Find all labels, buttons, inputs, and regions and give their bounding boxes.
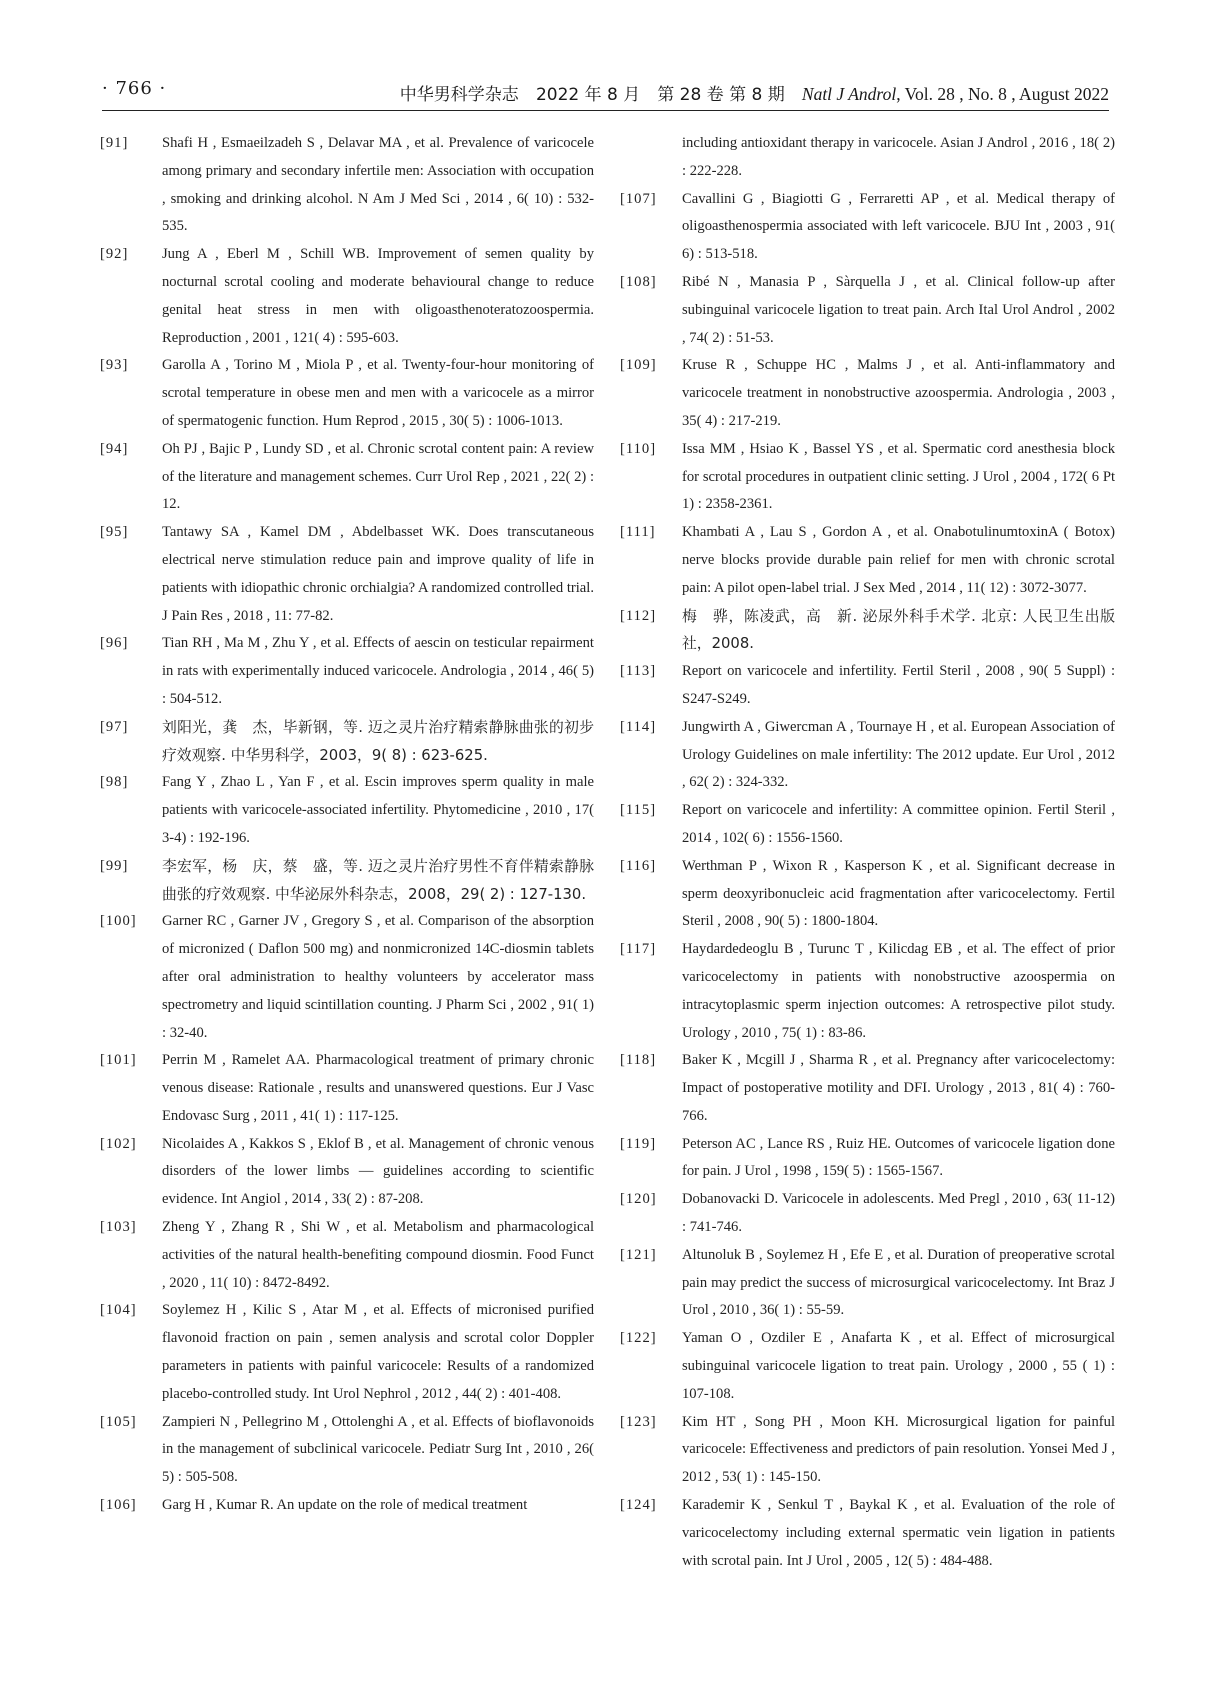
reference-text: Issa MM , Hsiao K , Bassel YS , et al. Spermatic cord anesthesia block for scrotal procedures in outpatient clinic setting. J Urol , 2004 , 172( 6 Pt 1) : 2358-2361. (682, 440, 1115, 513)
reference-text: Garner RC , Garner JV , Gregory S , et al. Comparison of the absorption of micronized ( Daflon 500 mg) and nonmicronized 14C-diosmin tablets after oral administration to healthy volunteers by accelerator mass spectrometry and liquid scintillation counting. J Pharm Sci , 2002 , 91( 1) : 32-40. (162, 913, 594, 1041)
reference-number: [95] (100, 524, 129, 541)
reference-text: Kim HT , Song PH , Moon KH. Microsurgical ligation for painful varicocele: Effectiveness and predictors of pain resolution. Yonsei Med J , 2012 , 53( 1) : 145-150. (682, 1413, 1115, 1486)
reference-number: [106] (100, 1497, 137, 1514)
reference-entry (620, 1325, 1115, 1408)
running-header (102, 74, 1109, 111)
reference-entry (100, 853, 594, 909)
reference-entry (620, 352, 1115, 435)
reference-number: [99] (100, 857, 129, 874)
references-right-column (620, 130, 1115, 1575)
reference-entry (620, 1492, 1115, 1575)
reference-entry (100, 1131, 594, 1214)
reference-number: [119] (620, 1135, 657, 1152)
reference-number: [112] (620, 607, 657, 624)
reference-entry (620, 1242, 1115, 1325)
reference-number: [103] (100, 1219, 137, 1236)
reference-entry (620, 797, 1115, 853)
reference-text: Kruse R , Schuppe HC , Malms J , et al. Anti-inflammatory and varicocele treatment in nonobstructive azoospermia. Andrologia , 2003 , 35( 4) : 217-219. (682, 357, 1115, 429)
reference-entry (100, 1047, 594, 1130)
journal-title-cn: 中华男科学杂志 (399, 85, 519, 105)
reference-number: [108] (620, 273, 657, 290)
reference-entry (100, 714, 594, 770)
reference-entry (620, 1186, 1115, 1242)
reference-text: Haydardedeoglu B , Turunc T , Kilicdag EB , et al. The effect of prior varicocelectomy in patients with nonobstructive azoospermia on intracytoplasmic sperm injection outcomes: A retrospective pilot study. Urology , 2010 , 75( 1) : 83-86. (682, 941, 1115, 1041)
reference-entry (100, 1492, 594, 1520)
reference-text: Karademir K , Senkul T , Baykal K , et al. Evaluation of the role of varicocelectomy including external spermatic vein ligation in patients with scrotal pain. Int J Urol , 2005 , 12( 5) : 484-488. (682, 1497, 1115, 1569)
reference-text: Nicolaides A , Kakkos S , Eklof B , et al. Management of chronic venous disorders of the lower limbs — guidelines according to scientific evidence. Int Angiol , 2014 , 33( 2) : 87-208. (162, 1135, 594, 1208)
reference-number: [97] (100, 718, 129, 735)
reference-text: Zampieri N , Pellegrino M , Ottolenghi A , et al. Effects of bioflavonoids in the management of subclinical varicocele. Pediatr Surg Int , 2010 , 26( 5) : 505-508. (162, 1413, 594, 1486)
reference-entry (620, 436, 1115, 519)
reference-entry (620, 1047, 1115, 1130)
reference-entry (620, 603, 1115, 659)
reference-text: Zheng Y , Zhang R , Shi W , et al. Metabolism and pharmacological activities of the natural health-benefiting compound diosmin. Food Funct , 2020 , 11( 10) : 8472-8492. (162, 1219, 594, 1291)
reference-number: [114] (620, 718, 657, 735)
reference-entry (100, 519, 594, 630)
reference-text: Ribé N , Manasia P , Sàrquella J , et al. Clinical follow-up after subinguinal varicocele ligation to treat pain. Arch Ital Urol Androl , 2002 , 74( 2) : 51-53. (682, 273, 1115, 346)
reference-number: [123] (620, 1413, 657, 1430)
reference-number: [101] (100, 1052, 137, 1069)
reference-entry (100, 908, 594, 1047)
reference-text: Jungwirth A , Giwercman A , Tournaye H , et al. European Association of Urology Guidelines on male infertility: The 2012 update. Eur Urol , 2012 , 62( 2) : 324-332. (682, 718, 1115, 791)
issue-info-cn: 2022 年 8 月 第 28 卷 第 8 期 (535, 85, 785, 105)
reference-number: [115] (620, 802, 657, 819)
reference-entry (620, 658, 1115, 714)
reference-entry (100, 130, 594, 241)
reference-entry (620, 269, 1115, 352)
reference-number: [111] (620, 524, 656, 541)
reference-entry (620, 1131, 1115, 1187)
reference-entry (100, 1297, 594, 1408)
reference-text: Dobanovacki D. Varicocele in adolescents. Med Pregl , 2010 , 63( 11-12) : 741-746. (682, 1191, 1115, 1236)
reference-number: [104] (100, 1302, 137, 1319)
reference-text: Tantawy SA , Kamel DM , Abdelbasset WK. Does transcutaneous electrical nerve stimulation reduce pain and improve quality of life in patients with idiopathic chronic orchialgia? A randomized controlled trial. J Pain Res , 2018 , 11: 77-82. (162, 524, 594, 624)
reference-text: Altunoluk B , Soylemez H , Efe E , et al. Duration of preoperative scrotal pain may predict the success of microsurgical varicocelectomy. Int Braz J Urol , 2010 , 36( 1) : 55-59. (682, 1246, 1115, 1319)
reference-text: Fang Y , Zhao L , Yan F , et al. Escin improves sperm quality in male patients with varicocele-associated infertility. Phytomedicine , 2010 , 17( 3-4) : 192-196. (162, 774, 594, 846)
reference-number: [105] (100, 1413, 137, 1430)
reference-entry (620, 186, 1115, 269)
reference-text: Soylemez H , Kilic S , Atar M , et al. Effects of micronised purified flavonoid fraction on pain , semen analysis and scrotal color Doppler parameters in patients with painful varicocele: Results of a randomized placebo-controlled study. Int Urol Nephrol , 2012 , 44( 2) : 401-408. (162, 1302, 594, 1402)
reference-entry (100, 1409, 594, 1492)
page-number: · 766 · (102, 78, 167, 99)
reference-number: [93] (100, 357, 129, 374)
reference-continuation: including antioxidant therapy in varicocele. Asian J Androl , 2016 , 18( 2) : 222-228. (682, 135, 1115, 179)
reference-entry (100, 630, 594, 713)
reference-text: 李宏军，杨 庆，蔡 盛，等. 迈之灵片治疗男性不育伴精索静脉曲张的疗效观察. 中华泌尿外科杂志，2008，29( 2) : 127-130. (162, 857, 594, 903)
reference-text: Report on varicocele and infertility. Fertil Steril , 2008 , 90( 5 Suppl) : S247-S249. (682, 663, 1115, 707)
reference-number: [96] (100, 635, 129, 652)
reference-entry (100, 352, 594, 435)
reference-number: [100] (100, 913, 137, 930)
reference-text: Perrin M , Ramelet AA. Pharmacological treatment of primary chronic venous disease: Rationale , results and unanswered questions. Eur J Vasc Endovasc Surg , 2011 , 41( 1) : 117-125. (162, 1052, 594, 1124)
reference-number: [102] (100, 1135, 137, 1152)
reference-number: [91] (100, 135, 129, 151)
issue-info-en: , Vol. 28 , No. 8 , August 2022 (896, 84, 1109, 104)
reference-entry (620, 1409, 1115, 1492)
reference-entry (620, 519, 1115, 602)
reference-text: Werthman P , Wixon R , Kasperson K , et al. Significant decrease in sperm deoxyribonucleic acid fragmentation after varicocelectomy. Fertil Steril , 2008 , 90( 5) : 1800-1804. (682, 857, 1115, 930)
reference-text: Cavallini G , Biagiotti G , Ferraretti AP , et al. Medical therapy of oligoasthenospermia associated with left varicocele. BJU Int , 2003 , 91( 6) : 513-518. (682, 190, 1115, 263)
reference-text: 梅 骅，陈凌武，高 新. 泌尿外科手术学. 北京: 人民卫生出版社，2008. (682, 607, 1115, 653)
reference-entry (620, 714, 1115, 797)
reference-entry (620, 936, 1115, 1047)
reference-number: [118] (620, 1052, 657, 1069)
reference-text: Shafi H , Esmaeilzadeh S , Delavar MA , et al. Prevalence of varicocele among primary and secondary infertile men: Association with occupation , smoking and drinking alcohol. N Am J Med Sci , 2014 , 6( 10) : 532-535. (162, 135, 594, 235)
reference-number: [98] (100, 774, 129, 791)
reference-number: [113] (620, 663, 657, 680)
reference-number: [124] (620, 1497, 657, 1514)
reference-number: [117] (620, 941, 657, 958)
reference-number: [120] (620, 1191, 657, 1208)
reference-entry (100, 1214, 594, 1297)
references-left-column (100, 130, 594, 1520)
reference-number: [122] (620, 1330, 657, 1347)
reference-number: [121] (620, 1246, 657, 1263)
journal-info (400, 80, 1109, 105)
reference-text: Jung A , Eberl M , Schill WB. Improvement of semen quality by nocturnal scrotal cooling and moderate behavioural change to reduce genital heat stress in men with oligoasthenoteratozoospermia. Reproduction , 2001 , 121( 4) : 595-603. (162, 246, 594, 346)
reference-text: Peterson AC , Lance RS , Ruiz HE. Outcomes of varicocele ligation done for pain. J Urol , 1998 , 159( 5) : 1565-1567. (682, 1135, 1115, 1180)
reference-number: [109] (620, 357, 657, 374)
reference-entry (100, 769, 594, 852)
reference-number: [110] (620, 440, 657, 457)
reference-number: [94] (100, 440, 129, 457)
reference-entry (100, 436, 594, 519)
journal-title-en: Natl J Androl (801, 84, 897, 104)
reference-text: 刘阳光，龚 杰，毕新钢，等. 迈之灵片治疗精索静脉曲张的初步疗效观察. 中华男科学，2003，9( 8) : 623-625. (162, 718, 594, 764)
reference-text: Oh PJ , Bajic P , Lundy SD , et al. Chronic scrotal content pain: A review of the literature and management schemes. Curr Urol Rep , 2021 , 22( 2) : 12. (162, 440, 594, 513)
reference-text: Yaman O , Ozdiler E , Anafarta K , et al. Effect of microsurgical subinguinal varicocele ligation to treat pain. Urology , 2000 , 55 ( 1) : 107-108. (682, 1330, 1115, 1402)
reference-number: [107] (620, 190, 657, 207)
reference-text: Report on varicocele and infertility: A committee opinion. Fertil Steril , 2014 , 102( 6) : 1556-1560. (682, 802, 1115, 846)
reference-text: Tian RH , Ma M , Zhu Y , et al. Effects of aescin on testicular repairment in rats with experimentally induced varicocele. Andrologia , 2014 , 46( 5) : 504-512. (162, 635, 594, 707)
reference-text: Garg H , Kumar R. An update on the role of medical treatment (162, 1497, 528, 1514)
reference-text: Baker K , Mcgill J , Sharma R , et al. Pregnancy after varicocelectomy: Impact of postoperative motility and DFI. Urology , 2013 , 81( 4) : 760-766. (682, 1052, 1115, 1124)
reference-entry (100, 241, 594, 352)
reference-text: Garolla A , Torino M , Miola P , et al. Twenty-four-hour monitoring of scrotal temperature in obese men and men with a varicocele as a mirror of spermatogenic function. Hum Reprod , 2015 , 30( 5) : 1006-1013. (162, 357, 594, 429)
reference-number: [116] (620, 857, 657, 874)
reference-text: Khambati A , Lau S , Gordon A , et al. OnabotulinumtoxinA ( Botox) nerve blocks provide durable pain relief for men with chronic scrotal pain: A pilot open-label trial. J Sex Med , 2014 , 11( 12) : 3072-3077. (682, 524, 1115, 596)
reference-entry (620, 853, 1115, 936)
reference-number: [92] (100, 246, 129, 263)
